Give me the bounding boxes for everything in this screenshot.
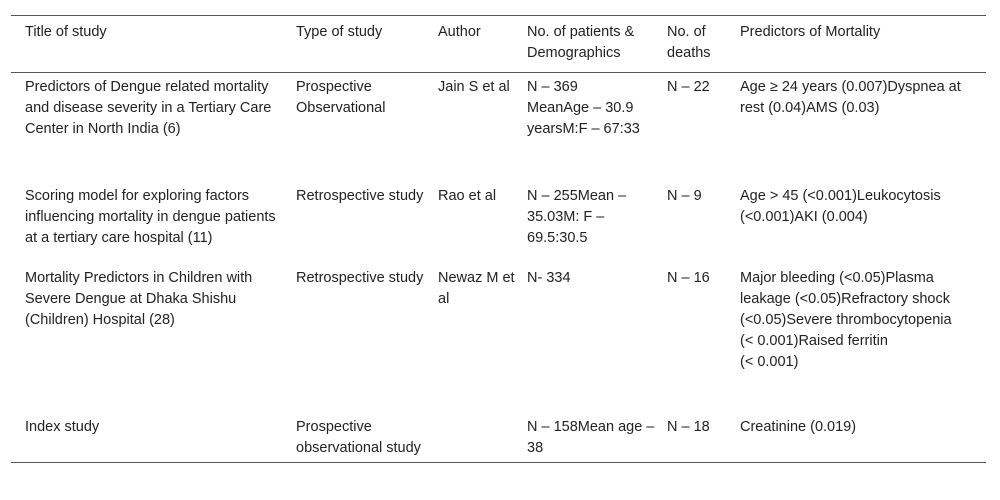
cell-type: Prospective observational study	[296, 419, 421, 456]
cell-title: Index study	[25, 419, 100, 435]
cell-deaths: N – 9	[667, 188, 702, 204]
header-author: Author	[438, 24, 481, 40]
cell-predictors: Age ≥ 24 years (0.007)Dyspnea at rest (0.04)AMS (0.03)	[740, 79, 961, 116]
cell-author: Rao et al	[438, 188, 497, 204]
table-row	[11, 264, 986, 413]
studies-table-container	[11, 15, 986, 463]
cell-predictors: Major bleeding (<0.05)Plasma leakage (<0.05)Refractory shock (<0.05)Severe thrombocytopenia (< 0.001)Raised ferritin (< 0.001)	[740, 270, 952, 370]
cell-deaths: N – 18	[667, 419, 710, 435]
table-row	[11, 182, 986, 264]
header-title-of-study: Title of study	[25, 24, 107, 40]
cell-predictors: Creatinine (0.019)	[740, 419, 857, 435]
header-predictors: Predictors of Mortality	[740, 24, 881, 40]
header-type-of-study: Type of study	[296, 24, 383, 40]
cell-patients: N- 334	[527, 270, 571, 286]
cell-title: Scoring model for exploring factors influencing mortality in dengue patients at a tertiary care hospital (11)	[25, 188, 276, 246]
cell-deaths: N – 16	[667, 270, 710, 286]
cell-author: Jain S et al	[438, 79, 510, 95]
cell-author: Newaz M et al	[438, 270, 515, 307]
cell-type: Retrospective study	[296, 188, 424, 204]
cell-patients: N – 369 MeanAge – 30.9 yearsM:F – 67:33	[527, 79, 640, 137]
cell-patients: N – 255Mean – 35.03M: F – 69.5:30.5	[527, 188, 627, 246]
cell-patients: N – 158Mean age – 38	[527, 419, 655, 456]
mortality-predictors-table	[11, 15, 986, 463]
cell-deaths: N – 22	[667, 79, 710, 95]
cell-type: Retrospective study	[296, 270, 424, 286]
cell-predictors: Age > 45 (<0.001)Leukocytosis (<0.001)AKI (0.004)	[740, 188, 941, 225]
table-row	[11, 73, 986, 183]
table-row	[11, 413, 986, 463]
cell-author	[438, 413, 527, 463]
cell-title: Mortality Predictors in Children with Severe Dengue at Dhaka Shishu (Children) Hospital (28)	[25, 270, 253, 328]
table-header-row	[11, 16, 986, 73]
cell-type: Prospective Observational	[296, 79, 386, 116]
header-deaths: No. of deaths	[667, 24, 711, 61]
header-patients-demographics: No. of patients & Demographics	[527, 24, 635, 61]
cell-title: Predictors of Dengue related mortality and disease severity in a Tertiary Care Center in North India (6)	[25, 79, 272, 137]
